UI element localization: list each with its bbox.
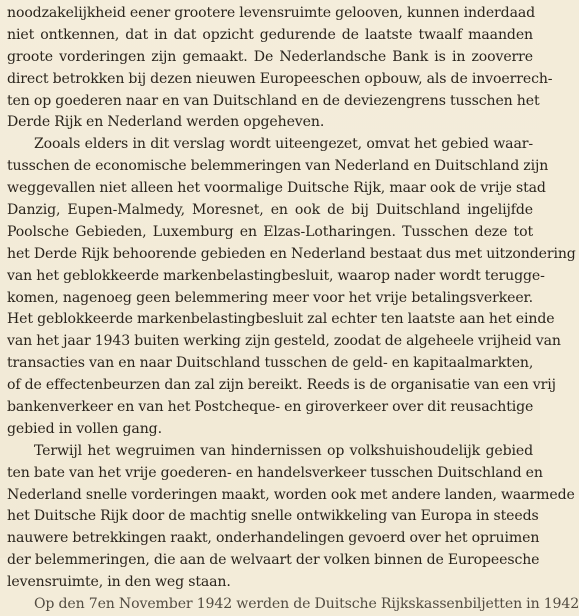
text-line: Terwijl het wegruimen van hindernissen op volkshuishoudelijk gebied	[34, 442, 533, 459]
text-line: groote vorderingen zijn gemaakt. De Nederlandsche Bank is in zooverre	[7, 48, 533, 65]
text-line: niet ontkennen, dat in dat opzicht gedurende de laatste twaalf maanden	[7, 26, 533, 43]
text-line: transacties van en naar Duitschland tusschen de geld- en kapitaalmarkten,	[7, 355, 534, 372]
cut-off-text-line: Op den 7en November 1942 werden de Duitsche Rijkskassenbiljetten in 1942	[34, 596, 579, 613]
text-line: nauwere betrekkingen raakt, onderhandelingen gevoerd over het opruimen	[7, 530, 540, 547]
text-line: Derde Rijk en Nederland werden opgeheven.	[7, 114, 325, 131]
paragraph-1	[7, 3, 553, 134]
text-line: Poolsche Gebieden, Luxemburg en Elzas-Lotharingen. Tusschen deze tot	[7, 223, 533, 240]
text-line: gebied in vollen gang.	[7, 420, 162, 437]
text-line: het Derde Rijk behoorende gebieden en Nederland bestaat dus met uitzondering	[7, 245, 576, 262]
text-line: of de effectenbeurzen dan zal zijn bereikt. Reeds is de organisatie van een vrij	[7, 377, 556, 394]
text-line: weggevallen niet alleen het voormalige Duitsche Rijk, maar ook de vrije stad	[7, 180, 546, 197]
text-line: Danzig, Eupen-Malmedy, Moresnet, en ook de bij Duitschland ingelijfde	[7, 202, 533, 219]
text-line: Nederland snelle vorderingen maakt, worden ook met andere landen, waarmede	[7, 486, 575, 503]
text-line: ten bate van het vrije goederen- en handelsverkeer tusschen Duitschland en	[7, 464, 543, 481]
text-line: van het jaar 1943 buiten werking zijn gesteld, zoodat de algeheele vrijheid van	[7, 333, 561, 350]
text-line: komen, nagenoeg geen belemmering meer voor het vrije betalingsverkeer.	[7, 289, 533, 306]
paragraph-2	[7, 134, 576, 440]
text-line: ten op goederen naar en van Duitschland en de deviezengrens tusschen het	[7, 92, 540, 109]
text-line: het Duitsche Rijk door de machtig snelle ontwikkeling van Europa in steeds	[7, 508, 539, 525]
body-text	[7, 3, 579, 613]
text-line: der belemmeringen, die aan de welvaart der volken binnen de Europeesche	[7, 552, 540, 569]
text-line: Zooals elders in dit verslag wordt uiteengezet, omvat het gebied waar-	[34, 136, 533, 153]
text-line: Het geblokkeerde markenbelastingbesluit zal echter ten laatste aan het einde	[7, 311, 555, 328]
text-line: noodzakelijkheid eener grootere levensruimte gelooven, kunnen inderdaad	[7, 5, 536, 21]
text-line: direct betrokken bij dezen nieuwen Europeeschen opbouw, als de invoerrech-	[7, 70, 553, 87]
text-line: tusschen de economische belemmeringen van Nederland en Duitschland zijn	[7, 158, 549, 175]
text-line: levensruimte, in den weg staan.	[7, 574, 231, 591]
text-line: van het geblokkeerde markenbelastingbesluit, waarop nader wordt terugge-	[7, 267, 545, 284]
text-line: bankenverkeer en van het Postcheque- en giroverkeer over dit reusachtige	[7, 399, 534, 416]
paragraph-3	[7, 441, 575, 594]
